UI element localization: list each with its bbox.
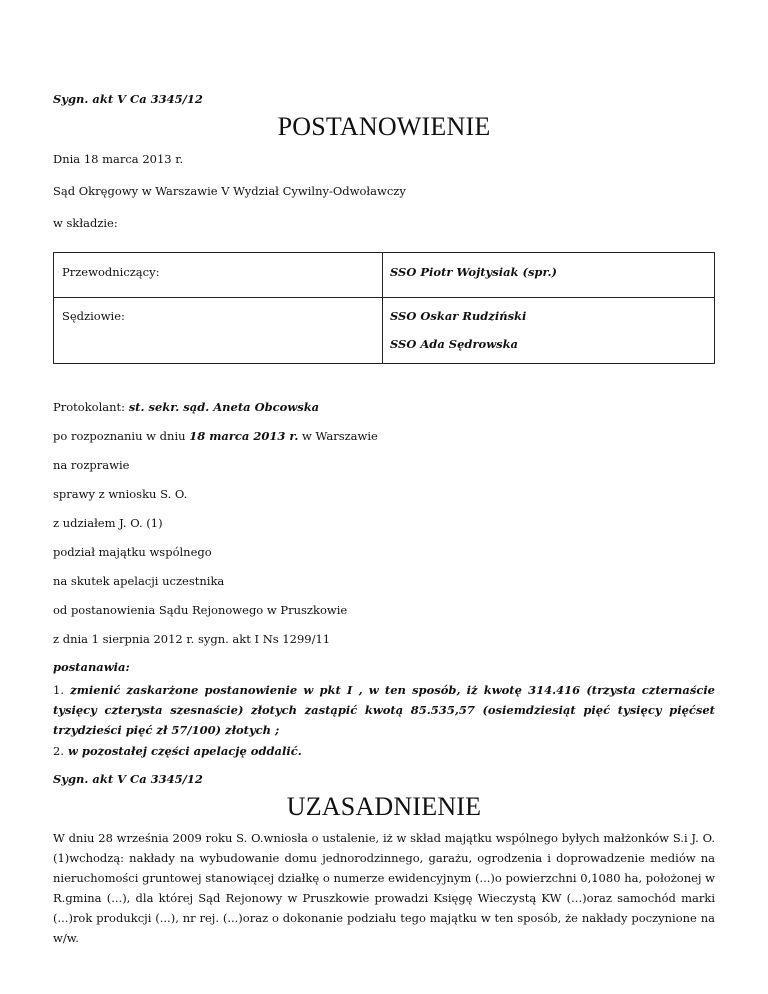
subject-line: podział majątku wspólnego [53, 545, 212, 559]
judge-1-name: SSO Oskar Rudziński [390, 309, 527, 323]
ruling-item-1-text: zmienić zaskarżone postanowienie w pkt I , w ten sposób, iż kwotę 314.416 (trzysta czternaście tysięcy czterysta szesnaście) złotych zastąpić kwotą 85.535,57 (osiemdziesiąt pięć tysięcy pięćset trzydzieści pięć zł 57/100) złotych ; [53, 683, 716, 737]
justification-title: UZASADNIENIE [286, 792, 482, 821]
table-divider-vertical [382, 253, 383, 363]
document-title: POSTANOWIENIE [277, 112, 491, 141]
chair-label: Przewodniczący: [62, 265, 160, 279]
chair-name: SSO Piotr Wojtysiak (spr.) [390, 265, 557, 279]
examined-prefix: po rozpoznaniu w dniu [53, 429, 186, 443]
appeal-line: na skutek apelacji uczestnika [53, 574, 225, 588]
judges-label: Sędziowie: [62, 309, 125, 323]
judge-2-name: SSO Ada Sędrowska [390, 337, 518, 351]
composition-table [53, 252, 715, 364]
decision-date-line: z dnia 1 sierpnia 2012 r. sygn. akt I Ns 1299/11 [53, 632, 331, 646]
ruling-item-2-number: 2. [53, 744, 64, 758]
examined-date: 18 marca 2013 r. [189, 429, 299, 443]
clerk-line [53, 400, 319, 414]
lower-court-line: od postanowienia Sądu Rejonowego w Pruszkowie [53, 603, 348, 617]
ruling-item-2 [53, 744, 302, 758]
composition-intro: w składzie: [53, 216, 118, 230]
ruling-intro: postanawia: [53, 660, 130, 674]
clerk-name: st. sekr. sąd. Aneta Obcowska [128, 400, 320, 414]
hearing-line: na rozprawie [53, 458, 130, 472]
ruling-item-1 [53, 680, 715, 740]
date-line: Dnia 18 marca 2013 r. [53, 152, 184, 166]
table-divider-horizontal [54, 297, 714, 298]
court-name: Sąd Okręgowy w Warszawie V Wydział Cywilny-Odwoławczy [53, 184, 406, 198]
ruling-item-1-number: 1. [53, 683, 64, 697]
applicant-line: sprawy z wniosku S. O. [53, 487, 188, 501]
ruling-item-2-text: w pozostałej części apelację oddalić. [68, 744, 302, 758]
examined-suffix: w Warszawie [302, 429, 378, 443]
clerk-label: Protokolant: [53, 400, 126, 414]
participant-line: z udziałem J. O. (1) [53, 516, 163, 530]
examined-line [53, 429, 378, 443]
justification-case-reference: Sygn. akt V Ca 3345/12 [53, 772, 203, 786]
justification-paragraph: W dniu 28 września 2009 roku S. O.wniosła o ustalenie, iż w skład majątku wspólnego byłych małżonków S.i J. O. (1)wchodzą: nakłady na wybudowanie domu jednorodzinnego, garażu, ogrodzenia i doprowadzenie mediów na nieruchomości gruntowej stanowiącej działkę o numerze ewidencyjnym (...)o powierzchni 0,1080 ha, położonej w R.gmina (...), dla której Sąd Rejonowy w Pruszkowie prowadzi Księgę Wieczystą KW (...)oraz samochód marki (...)rok produkcji (...), nr rej. (...)oraz o dokonanie podziału tego majątku w ten sposób, że nakłady poczynione na w/w. [53, 831, 715, 945]
case-reference: Sygn. akt V Ca 3345/12 [53, 92, 203, 106]
